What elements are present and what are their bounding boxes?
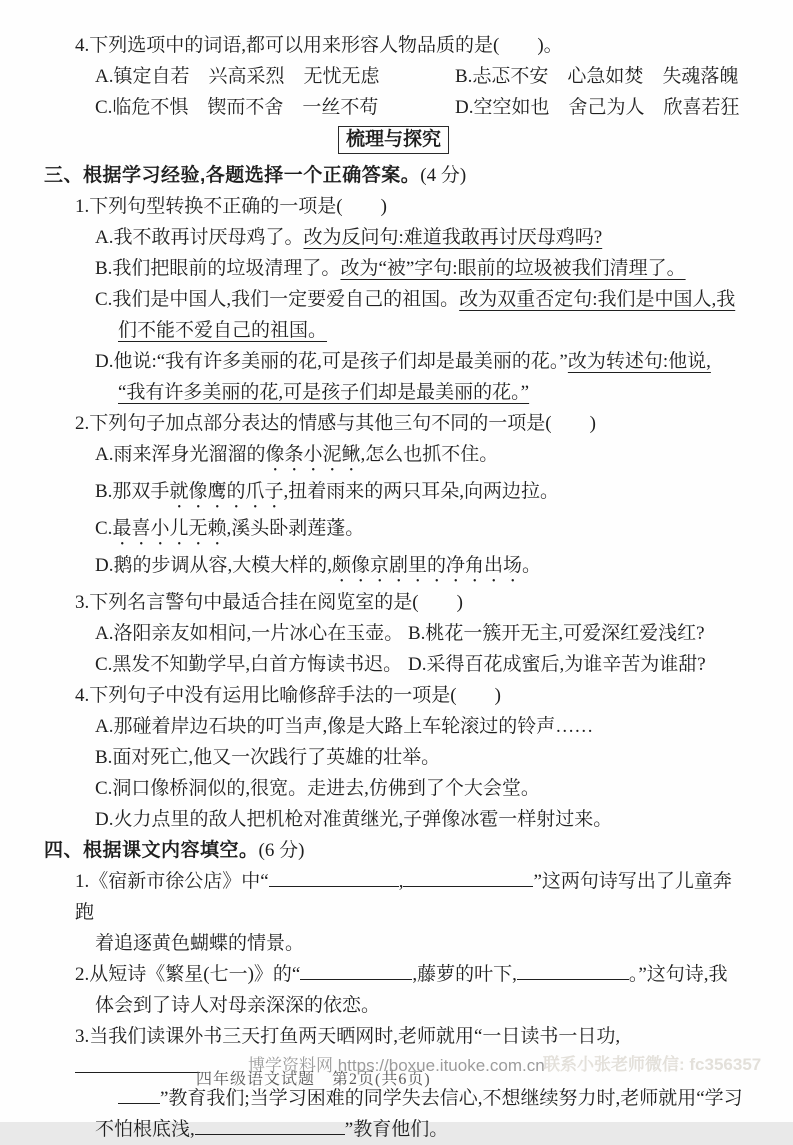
- option-b-emphasized: 就像鹰的爪子: [169, 481, 284, 502]
- option-a-text: A.雨来浑身光溜溜的: [95, 444, 266, 465]
- question-stem: [75, 587, 743, 618]
- option-a-emphasized: 像条小泥鳅: [265, 444, 361, 465]
- option-d-tail: 。: [522, 555, 542, 576]
- section-badge: 梳理与探究: [338, 126, 449, 154]
- question-text: 着追逐黄色蝴蝶的情景。: [95, 933, 305, 954]
- option-c: C.黑发不知勤学早,白首方悔读书迟。: [95, 654, 403, 675]
- fill-blank: [300, 960, 412, 980]
- option-b: B.桃花一簇开无主,可爱深红爱浅红?: [408, 623, 705, 644]
- fill-question-continuation: [95, 928, 743, 959]
- fill-blank: [118, 1084, 160, 1104]
- option-b-text: B.我们把眼前的垃圾清理了。: [95, 258, 341, 279]
- option-d: D.火力点里的敌人把机枪对准黄继光,子弹像冰雹一样射过来。: [95, 809, 613, 830]
- question-text: 1.《宿新市徐公店》中“: [75, 871, 269, 892]
- fill-question: [75, 959, 743, 990]
- option-b: B.面对死亡,他又一次践行了英雄的壮举。: [95, 747, 441, 768]
- section-badge-row: [44, 126, 743, 154]
- question-text: 。”这句诗,我: [628, 964, 728, 985]
- option-line: [95, 439, 743, 476]
- option-d-text: D.鹅的步调从容,大模大样的,: [95, 555, 332, 576]
- question-stem-text: 4.下列选项中的词语,都可以用来形容人物品质的是( )。: [75, 35, 563, 56]
- option-c-emphasized: 最喜小儿无赖: [112, 518, 227, 539]
- footer-site-url: 博学资料网 https://boxue.ituoke.com.cn: [248, 1056, 545, 1075]
- option-c: C.洞口像桥洞似的,很宽。走进去,仿佛到了个大会堂。: [95, 778, 540, 799]
- option-d: D.空空如也 舍己为人 欣喜若狂: [455, 97, 740, 118]
- option-b-text: B.那双手: [95, 481, 170, 502]
- fill-question-continuation: [95, 1114, 743, 1145]
- option-row: [95, 61, 743, 92]
- option-line: [95, 476, 743, 513]
- question-stem-text: 2.下列句子加点部分表达的情感与其他三句不同的一项是( ): [75, 413, 596, 434]
- option-row: [95, 92, 743, 123]
- option-line: [95, 253, 743, 284]
- option-line: [95, 513, 743, 550]
- option-a-underlined: 改为反问句:难道我敢再讨厌母鸡吗?: [303, 227, 603, 248]
- option-d-emphasized: 颇像京剧里的净角出场: [331, 555, 522, 576]
- option-line: [95, 804, 743, 835]
- option-c-underlined-cont: 们不能不爱自己的祖国。: [118, 320, 328, 341]
- section-title-text: 四、根据课文内容填空。: [44, 840, 259, 861]
- option-c-tail: ,溪头卧剥莲蓬。: [226, 518, 365, 539]
- question-text: ,藤萝的叶下,: [412, 964, 517, 985]
- question-stem: [75, 30, 743, 61]
- option-b-tail: ,扭着雨来的两只耳朵,向两边拉。: [283, 481, 559, 502]
- option-a-tail: ,怎么也抓不住。: [360, 444, 499, 465]
- fill-question: [75, 866, 743, 928]
- fill-blank: [269, 867, 399, 887]
- fill-blank: [403, 867, 533, 887]
- question-text: ”教育他们。: [344, 1119, 449, 1140]
- question-stem-text: 1.下列句型转换不正确的一项是( ): [75, 196, 387, 217]
- question-text: ,: [398, 871, 404, 892]
- option-line: [95, 222, 743, 253]
- option-line-continuation: [118, 315, 743, 346]
- fill-blank: [517, 960, 629, 980]
- option-line: [95, 284, 743, 315]
- option-line: [95, 742, 743, 773]
- section-three-title: [44, 160, 743, 191]
- option-line: [95, 711, 743, 742]
- option-line: [95, 346, 743, 377]
- option-c-underlined: 改为双重否定句:我们是中国人,我: [459, 289, 736, 310]
- section-score: (4 分): [420, 165, 467, 186]
- fill-blank: [195, 1115, 345, 1135]
- option-d-underlined: 改为转述句:他说,: [567, 351, 711, 372]
- option-line: [95, 773, 743, 804]
- option-c-text: C.我们是中国人,我们一定要爱自己的祖国。: [95, 289, 460, 310]
- question-stem-text: 3.下列名言警句中最适合挂在阅览室的是( ): [75, 592, 463, 613]
- option-line: [95, 550, 743, 587]
- fill-blank: [75, 1053, 200, 1073]
- option-b-underlined: 改为“被”字句:眼前的垃圾被我们清理了。: [340, 258, 686, 279]
- question-text: 不怕根底浅,: [95, 1119, 195, 1140]
- question-stem: [75, 191, 743, 222]
- fill-question-continuation: [95, 990, 743, 1021]
- option-b: B.忐忑不安 心急如焚 失魂落魄: [455, 66, 739, 87]
- option-c: C.临危不惧 锲而不舍 一丝不苟: [95, 97, 379, 118]
- question-stem: [75, 408, 743, 439]
- contact-watermark: 联系小张老师微信: fc356357: [543, 1055, 762, 1074]
- section-score: (6 分): [258, 840, 305, 861]
- question-text: 3.当我们读课外书三天打鱼两天晒网时,老师就用“一日读书一日功,: [75, 1026, 621, 1047]
- question-text: ”这两句诗写出了儿童奔跑: [75, 871, 732, 923]
- option-c-text: C.: [95, 518, 113, 539]
- option-a: A.镇定自若 兴高采烈 无忧无虑: [95, 66, 380, 87]
- option-a: A.洛阳亲友如相问,一片冰心在玉壶。: [95, 623, 404, 644]
- section-four-title: [44, 835, 743, 866]
- option-d: D.采得百花成蜜后,为谁辛苦为谁甜?: [408, 654, 706, 675]
- option-line-continuation: [118, 377, 743, 408]
- question-stem: [75, 680, 743, 711]
- question-text: ”教育我们;当学习困难的同学失去信心,不想继续努力时,老师就用“学习: [160, 1088, 743, 1109]
- section-title-text: 三、根据学习经验,各题选择一个正确答案。: [44, 165, 421, 186]
- question-stem-text: 4.下列句子中没有运用比喻修辞手法的一项是( ): [75, 685, 501, 706]
- question-text: 2.从短诗《繁星(七一)》的“: [75, 964, 301, 985]
- footer-page-number: 四年级语文试题 第2页(共6页): [196, 1071, 431, 1088]
- option-a-text: A.我不敢再讨厌母鸡了。: [95, 227, 304, 248]
- option-d-underlined-cont: “我有许多美丽的花,可是孩子们却是最美丽的花。”: [118, 382, 530, 403]
- option-row: [95, 649, 743, 680]
- option-a: A.那碰着岸边石块的叮当声,像是大路上车轮滚过的铃声……: [95, 716, 594, 737]
- option-row: [95, 618, 743, 649]
- question-text: 体会到了诗人对母亲深深的依恋。: [95, 995, 381, 1016]
- option-d-text: D.他说:“我有许多美丽的花,可是孩子们却是最美丽的花。”: [95, 351, 568, 372]
